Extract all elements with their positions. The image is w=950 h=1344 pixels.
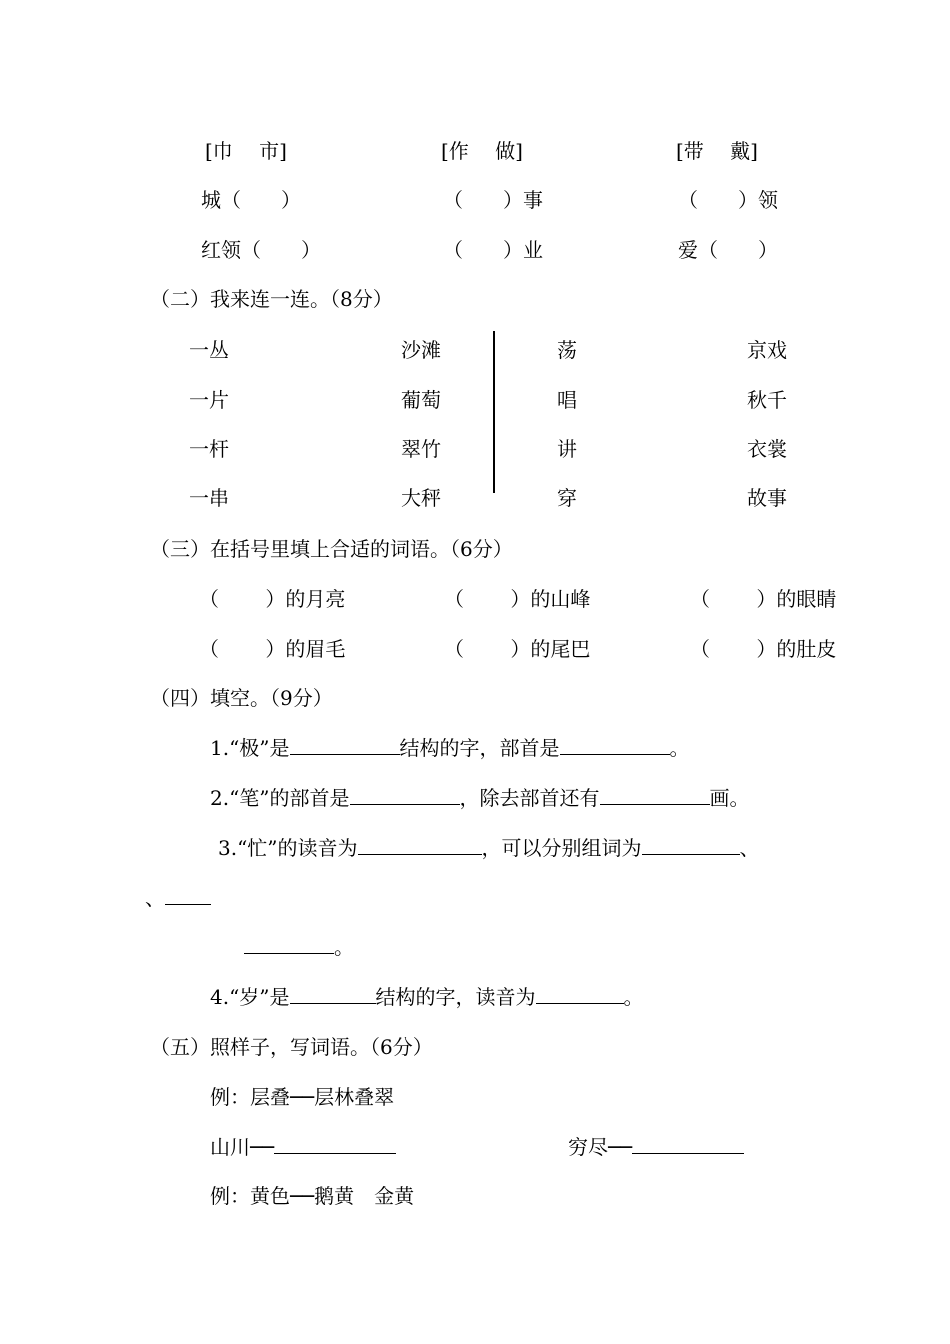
word-item-1: 山川──: [210, 1135, 396, 1159]
answer-blank[interactable]: [290, 736, 400, 755]
example-2: 例：黄色──鹅黄 金黄: [210, 1184, 415, 1208]
answer-blank[interactable]: [600, 786, 710, 805]
question-4: 4.“岁”是 结构的字，读音为 。: [210, 985, 644, 1009]
match-left-item: 一串: [189, 486, 229, 510]
answer-blank[interactable]: [358, 836, 482, 855]
section-2-title: （二）我来连一连。（8分）: [150, 287, 393, 311]
match-left-item: 一丛: [189, 338, 229, 362]
question-3-continued-2: 。: [244, 935, 354, 959]
answer-blank[interactable]: [290, 985, 376, 1004]
answer-blank[interactable]: [244, 935, 334, 954]
match-mid-item: 沙滩: [401, 338, 441, 362]
fill-phrase: （ ）的山峰: [444, 587, 591, 611]
answer-blank[interactable]: [350, 786, 460, 805]
match-mid-item: 大秤: [401, 486, 441, 510]
section-5-title: （五）照样子，写词语。（6分）: [150, 1035, 433, 1059]
match-verb-item: 讲: [557, 437, 577, 461]
question-3-continued: 、: [145, 886, 211, 910]
group-2-item-1: （ ）事: [443, 188, 543, 212]
fill-phrase: （ ）的肚皮: [690, 637, 837, 661]
example-1: 例：层叠──层林叠翠: [210, 1085, 395, 1109]
answer-blank[interactable]: [536, 985, 624, 1004]
word-item-2: 穷尽──: [568, 1135, 744, 1159]
match-verb-item: 唱: [557, 388, 577, 412]
group-3-item-1: （ ）领: [678, 188, 778, 212]
group-3-header: [带 戴]: [676, 139, 758, 163]
answer-blank[interactable]: [274, 1135, 396, 1154]
group-1-item-2: 红领（ ）: [201, 238, 321, 262]
fill-phrase: （ ）的月亮: [199, 587, 346, 611]
answer-blank[interactable]: [632, 1135, 744, 1154]
divider-line: [493, 331, 495, 493]
match-noun-item: 秋千: [747, 388, 787, 412]
match-noun-item: 京戏: [747, 338, 787, 362]
match-noun-item: 故事: [747, 486, 787, 510]
group-2-header: [作 做]: [441, 139, 523, 163]
question-2: 2.“笔”的部首是 ，除去部首还有 画。: [210, 786, 750, 810]
answer-blank[interactable]: [642, 836, 740, 855]
match-left-item: 一片: [189, 388, 229, 412]
section-4-title: （四）填空。（9分）: [150, 686, 333, 710]
match-verb-item: 荡: [557, 338, 577, 362]
match-mid-item: 翠竹: [401, 437, 441, 461]
fill-phrase: （ ）的眼睛: [690, 587, 837, 611]
match-noun-item: 衣裳: [747, 437, 787, 461]
group-3-item-2: 爱（ ）: [678, 238, 778, 262]
group-2-item-2: （ ）业: [443, 238, 543, 262]
answer-blank[interactable]: [165, 886, 211, 905]
fill-phrase: （ ）的眉毛: [199, 637, 346, 661]
question-3: 3.“忙”的读音为 ，可以分别组词为 、: [218, 836, 760, 860]
question-1: 1.“极”是 结构的字，部首是 。: [210, 736, 690, 760]
match-verb-item: 穿: [557, 486, 577, 510]
group-1-header: [巾 市]: [205, 139, 287, 163]
answer-blank[interactable]: [560, 736, 670, 755]
group-1-item-1: 城（ ）: [201, 188, 301, 212]
fill-phrase: （ ）的尾巴: [444, 637, 591, 661]
match-mid-item: 葡萄: [401, 388, 441, 412]
match-left-item: 一杆: [189, 437, 229, 461]
section-3-title: （三）在括号里填上合适的词语。（6分）: [150, 537, 513, 561]
